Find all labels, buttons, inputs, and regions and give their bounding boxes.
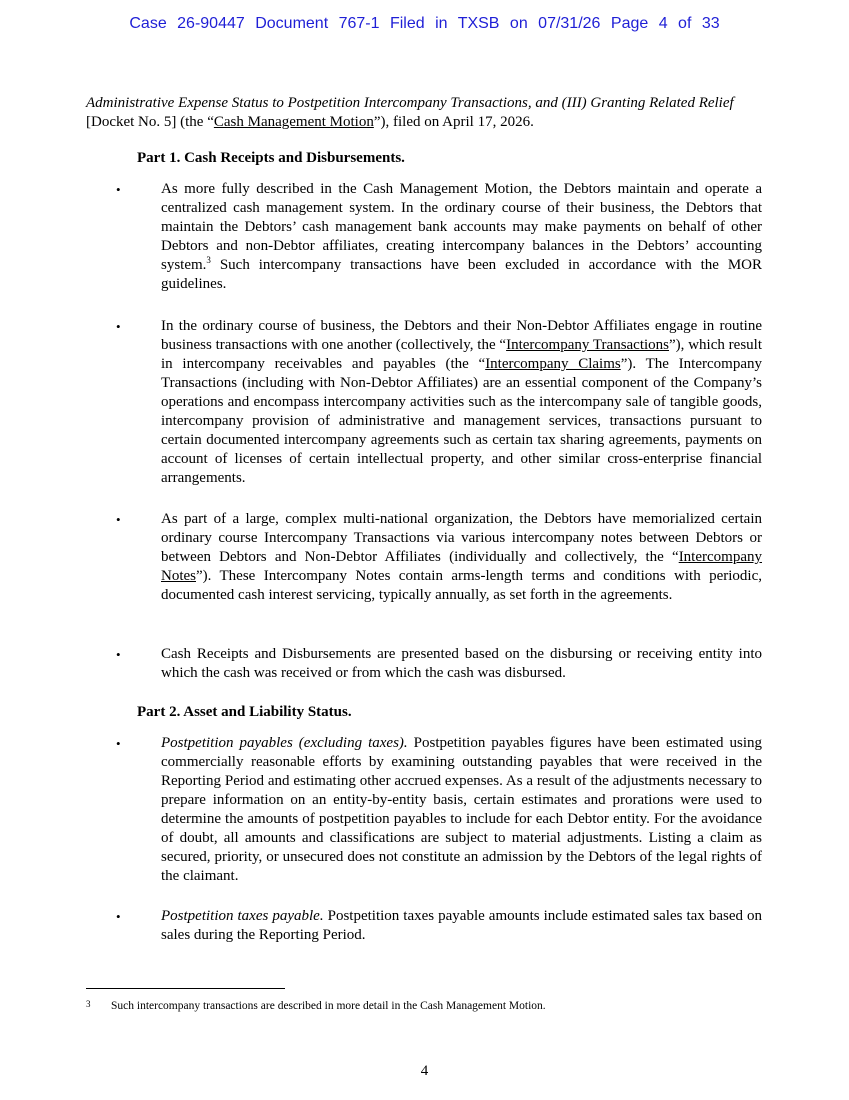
bullet-text: Postpetition payables (excluding taxes). Postpetition payables figures have been estimated using commercially reasonable efforts by examining outstanding payables that were received in the Reporting Period and estimating other accrued expenses. As a result of the adjustments necessary to prepare information on an entity-by-entity basis, certain estimates and prorations were used to determine the amounts of postpetition payables to include for each Debtor entity. For the avoidance of doubt, all amounts and classifications are subject to material adjustments. Listing a claim as secured, priority, or unsecured does not constitute an admission by the Debtors of the legal rights of the claimant. (161, 735, 763, 884)
bullet-text: In the ordinary course of business, the Debtors and their Non-Debtor Affiliates engage in routine business transactions with one another (collectively, the “Intercompany Transactions”), which result in intercompany receivables and payables (the “Intercompany Claims”). The Intercompany Transactions (including with Non-Debtor Affiliates) are an essential component of the Company’s operations and encompass intercompany activities such as the intercompany sale of tangible goods, intercompany provision of administrative and management services, transactions pursuant to certain documented intercompany agreements such as certain tax sharing agreements, payments on account of licenses of certain intellectual property, and other similar cross-enterprise financial arrangements. (161, 318, 762, 486)
bullet-icon: • (116, 909, 121, 924)
bullet-text: Cash Receipts and Disbursements are presented based on the disbursing or receiving entity into which the cash was received or from which the cash was disbursed. (161, 646, 762, 681)
footnote-separator (86, 988, 285, 989)
bullet-icon: • (116, 182, 121, 197)
page-number: 4 (420, 1063, 429, 1079)
bullet-icon: • (116, 319, 121, 334)
bullet-icon: • (116, 647, 121, 662)
court-filing-stamp: Case 26-90447 Document 767-1 Filed in TXSB on 07/31/26 Page 4 of 33 (129, 15, 720, 32)
postpetition-payables-label: Postpetition payables (excluding taxes). (161, 735, 408, 751)
bullet-icon: • (116, 736, 121, 751)
bullet-text: As more fully described in the Cash Management Motion, the Debtors maintain and operate a centralized cash management system. In the ordinary course of their business, the Debtors that maintain the Debtors’ cash management bank accounts may make payments on behalf of other Debtors and non-Debtor affiliates, creating intercompany balances in the Debtors’ accounting system.$^3$ Such intercompany transactions have been excluded in accordance with the MOR guidelines. (161, 181, 762, 292)
footnote-ref-3: 3 (206, 255, 211, 265)
part-1-heading: Part 1. Cash Receipts and Disbursements. (137, 150, 405, 166)
motion-title-italic: Administrative Expense Status to Postpetition Intercompany Transactions, and (III) Granting Related Relief (86, 95, 734, 111)
footnote-text: Such intercompany transactions are described in more detail in the Cash Management Motion. (111, 1000, 546, 1012)
bullet-text: As part of a large, complex multi-national organization, the Debtors have memorialized certain ordinary course Intercompany Transactions via various intercompany notes between Debtors or between Debtors and Non-Debtor Affiliates (individually and collectively, the “Intercompany Notes”). These Intercompany Notes contain arms-length terms and conditions with periodic, documented cash interest servicing, typically annually, as set forth in the agreements. (161, 511, 762, 603)
bullet-icon: • (116, 512, 121, 527)
intercompany-transactions-defined-term: Intercompany Transactions (506, 337, 670, 353)
intro-docket-text: [Docket No. 5] (the “ (86, 114, 214, 130)
intro-paragraph (86, 94, 762, 132)
intro-filed-date-text: ”), filed on April 17, 2026. (373, 114, 534, 130)
bullet-text: Postpetition taxes payable. Postpetition taxes payable amounts include estimated sales tax based on sales during the Reporting Period. (161, 908, 762, 943)
part-2-heading: Part 2. Asset and Liability Status. (137, 704, 352, 720)
intercompany-claims-defined-term: Intercompany Claims (485, 356, 621, 372)
cash-management-motion-defined-term: Cash Management Motion (213, 114, 374, 130)
postpetition-taxes-label: Postpetition taxes payable. (161, 908, 324, 924)
footnote-number: 3 (86, 999, 91, 1009)
intercompany-notes-defined-term: Intercompany Notes (161, 549, 762, 584)
